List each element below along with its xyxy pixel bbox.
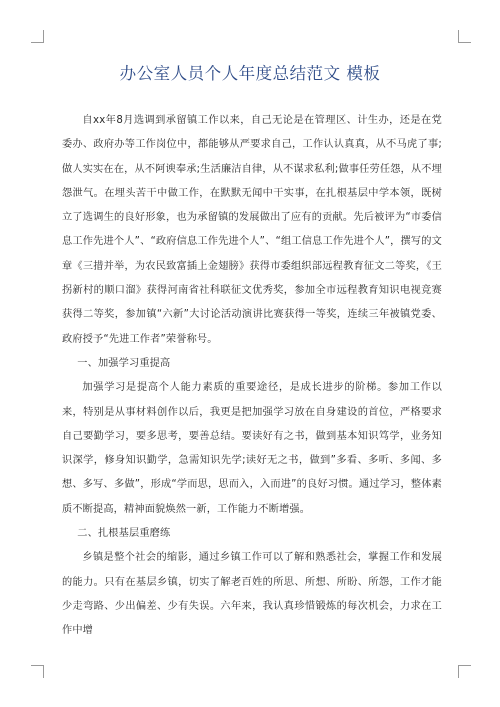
crop-mark-top-left <box>31 30 44 43</box>
crop-mark-top-right <box>458 30 471 43</box>
section-heading-2: 二、扎根基层重磨练 <box>77 528 171 540</box>
crop-mark-bottom-left <box>31 665 44 678</box>
crop-mark-bottom-right <box>458 665 471 678</box>
document-title: 办公室人员个人年度总结范文 模板 <box>119 64 381 83</box>
document-body <box>62 109 442 644</box>
paragraph-grassroots: 乡镇是整个社会的缩影，通过乡镇工作可以了解和熟悉社会，掌握工作和发展的能力。只有在基层乡镇，切实了解老百姓的所思、所想、所盼、所怨，工作才能少走弯路、少出偏差、少有失误。六年来，我认真珍惜锻炼的每次机会，力求在工作中增 <box>62 552 442 637</box>
paragraph-study: 加强学习是提高个人能力素质的重要途径，是成长进步的阶梯。参加工作以来，特别是从事材料创作以后，我更是把加强学习放在自身建设的首位，严格要求自己要勤学习，要多思考，要善总结。要读好有之书，做到基本知识笃学，业务知识深学，修身知识勤学，急需知识先学;读好无之书，做到”多看、多听、多闻、多想、多写、多做”，形成“学而思，思而入，入而进”的良好习惯。通过学习，整体素质不断提高，精神面貌焕然一新，工作能力不断增强。 <box>62 382 442 515</box>
section-heading-1: 一、加强学习重提高 <box>77 357 171 369</box>
paragraph-intro: 自xx年8月选调到承留镇工作以来，自己无论是在管理区、计生办，还是在党委办、政府办等工作岗位中，都能够从严要求自己，工作认认真真，从不马虎了事;做人实实在在，从不阿谀奉承;生活廉洁自律，从不谋求私利;做事任劳任怨，从不埋怨泄气。在埋头苦干中做工作，在默默无闻中干实事，在扎根基层中学本领，既树立了选调生的良好形象，也为承留镇的发展做出了应有的贡献。先后被评为“市委信息工作先进个人”、“政府信息工作先进个人”、“组工信息工作先进个人”，撰写的文章《三措并举，为农民致富插上金翅膀》获得市委组织部远程教育征文二等奖，《王拐新村的顺口溜》获得河南省社科联征文优秀奖，参加全市远程教育知识电视竞赛获得二等奖，参加镇“六新”大讨论活动演讲比赛获得一等奖，连续三年被镇党委、政府授予“先进工作者”荣誉称号。 <box>62 115 442 345</box>
